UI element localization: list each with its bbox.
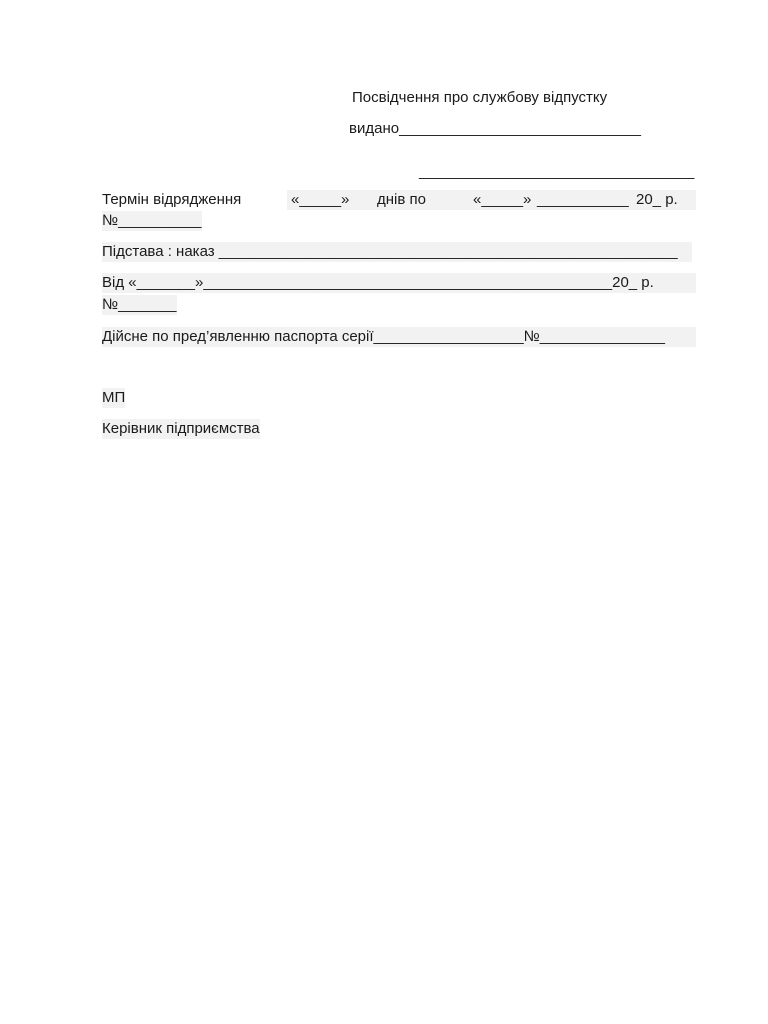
term-row <box>102 190 696 210</box>
stamp-label: МП <box>102 389 126 406</box>
issued-to-line: видано_____________________________ <box>349 120 641 137</box>
recipient-blank-line: _________________________________ <box>419 163 695 180</box>
from-date-line: Від «_______»_________________________________________________20_ р. <box>102 273 696 293</box>
term-end-day-blank: «_____» <box>473 191 532 208</box>
head-of-enterprise-label: Керівник підприємства <box>102 420 260 437</box>
document-title: Посвідчення про службову відпустку <box>352 89 608 106</box>
term-label: Термін відрядження <box>102 191 242 208</box>
term-start-day-blank: «_____» <box>291 191 350 208</box>
term-year: 20_ р. <box>636 191 678 208</box>
basis-line: Підстава : наказ _______________________________________________________ <box>102 242 692 262</box>
from-number: №_______ <box>102 296 177 313</box>
passport-valid-line: Дійсне по пред’явленню паспорта серії__________________№_______________ <box>102 327 696 347</box>
term-days-to: днів по <box>377 191 426 208</box>
term-month-blank: ___________ <box>537 191 629 208</box>
term-number: №__________ <box>102 212 202 229</box>
